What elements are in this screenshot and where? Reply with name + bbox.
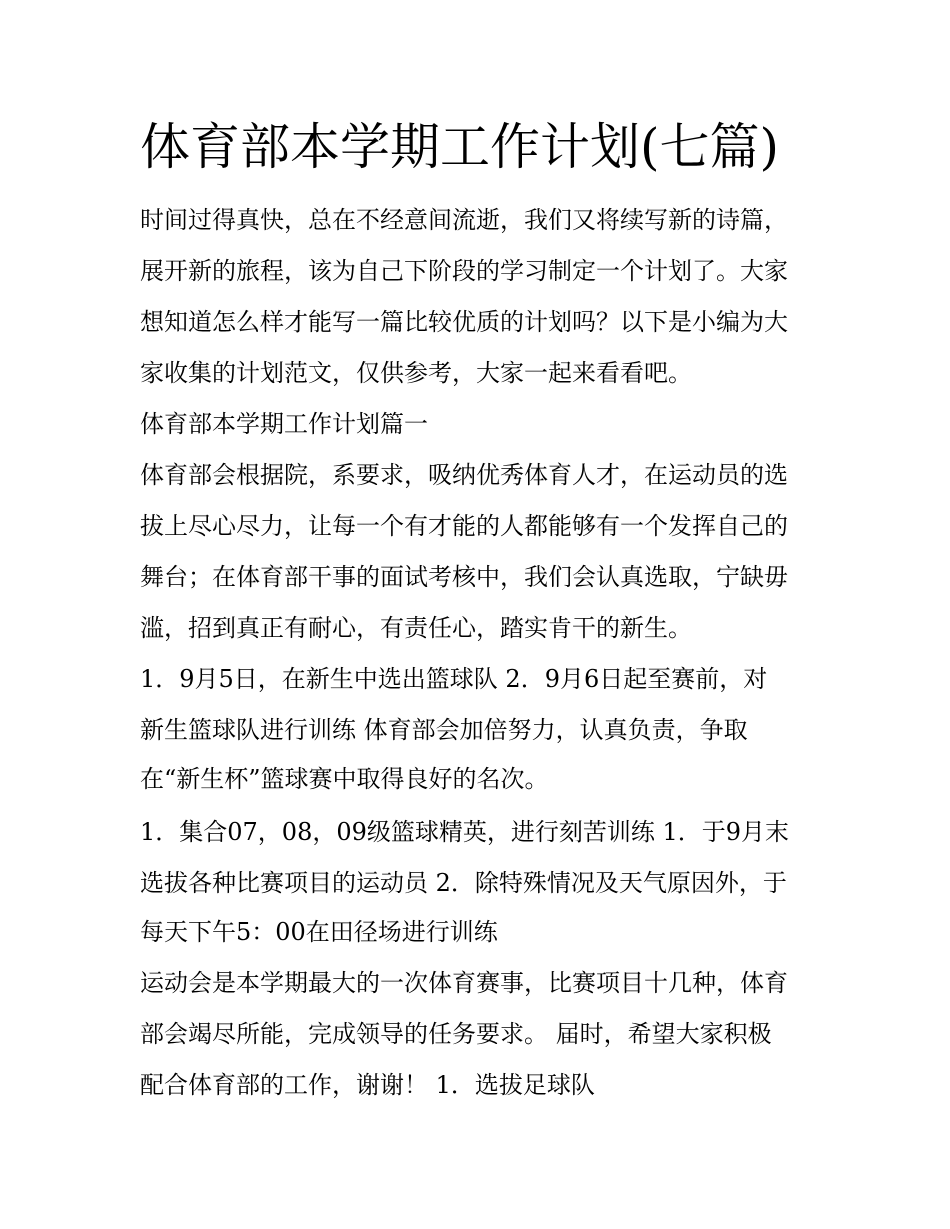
intro-line-2: 展开新的旅程，该为自己下阶段的学习制定一个计划了。大家: [140, 257, 788, 285]
sports-meet-line-1: 运动会是本学期最大的一次体育赛事，比赛项目十几种，体育: [140, 969, 788, 997]
body-line-3: 舞台；在体育部干事的面试考核中，我们会认真选取，宁缺毋: [140, 563, 788, 591]
schedule-line-3: 在“新生杯”篮球赛中取得良好的名次。: [140, 765, 549, 793]
body-line-2: 拔上尽心尽力，让每一个有才能的人都能够有一个发挥自己的: [140, 512, 788, 540]
body-line-4: 滥，招到真正有耐心，有责任心，踏实肯干的新生。: [140, 614, 692, 642]
intro-line-1: 时间过得真快，总在不经意间流逝，我们又将续写新的诗篇，: [140, 206, 788, 234]
sports-meet-line-3: 配合体育部的工作，谢谢！ 1．选拔足球队: [140, 1071, 595, 1099]
training-line-1: 1．集合07，08，09级篮球精英，进行刻苦训练 1．于9月末: [140, 818, 790, 846]
training-line-3: 每天下午5：00在田径场进行训练: [140, 918, 498, 946]
training-line-2: 选拔各种比赛项目的运动员 2．除特殊情况及天气原因外，于: [140, 869, 787, 897]
document-title: 体育部本学期工作计划(七篇): [140, 118, 780, 176]
intro-line-3: 想知道怎么样才能写一篇比较优质的计划吗？以下是小编为大: [140, 308, 788, 336]
body-line-1: 体育部会根据院，系要求，吸纳优秀体育人才，在运动员的选: [140, 461, 788, 489]
intro-line-4: 家收集的计划范文，仅供参考，大家一起来看看吧。: [140, 359, 692, 387]
sports-meet-line-2: 部会竭尽所能，完成领导的任务要求。 届时，希望大家积极: [140, 1020, 772, 1048]
schedule-line-2: 新生篮球队进行训练 体育部会加倍努力，认真负责，争取: [140, 716, 748, 744]
section-heading: 体育部本学期工作计划篇一: [140, 410, 428, 438]
schedule-line-1: 1．9月5日，在新生中选出篮球队 2．9月6日起至赛前，对: [140, 665, 768, 693]
